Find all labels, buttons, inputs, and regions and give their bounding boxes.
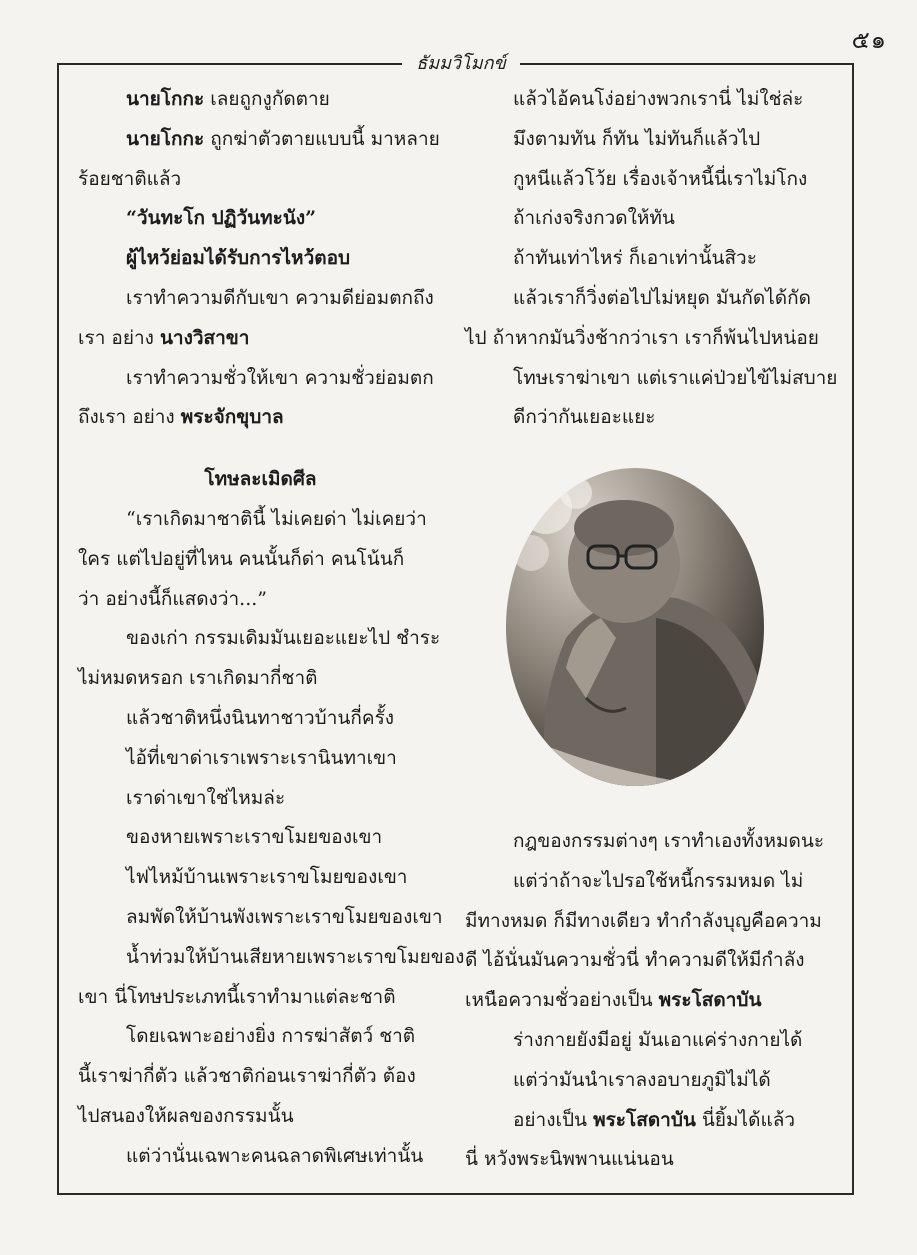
text-line: ไฟไหม้บ้านเพราะเราขโมยของเขา <box>126 866 408 889</box>
text-line: ดีกว่ากันเยอะแยะ <box>513 406 656 429</box>
text-line: ว่า อย่างนี้ก็แสดงว่า...” <box>78 587 267 610</box>
text-line: โดยเฉพาะอย่างยิ่ง การฆ่าสัตว์ ชาติ <box>126 1025 416 1048</box>
text-line: โทษเราฆ่าเขา แต่เราแค่ป่วยไข้ไม่สบาย <box>513 366 838 389</box>
text-line: แล้วเราก็วิ่งต่อไปไม่หยุด มันกัดได้กัด <box>513 286 811 309</box>
text-line: ถ้าทันเท่าไหร่ ก็เอาเท่านั้นสิวะ <box>513 247 757 270</box>
text-line: ร้อยชาติแล้ว <box>78 167 182 190</box>
text-line: เราด่าเขาใช่ไหมล่ะ <box>126 786 286 809</box>
text-line: เราทำความดีกับเขา ความดีย่อมตกถึง <box>126 286 434 309</box>
text-line: แต่ว่ามันนำเราลงอบายภูมิไม่ได้ <box>513 1068 771 1091</box>
text-line: เราทำความชั่วให้เขา ความชั่วย่อมตก <box>126 366 434 389</box>
text-line: มึงตามทัน ก็ทัน ไม่ทันก็แล้วไป <box>513 127 761 150</box>
page-number: ๕๑ <box>851 26 887 54</box>
text-line: แล้วชาติหนึ่งนินทาชาวบ้านกี่ครั้ง <box>126 706 395 729</box>
text-line: ไม่หมดหรอก เราเกิดมากี่ชาติ <box>78 667 318 690</box>
text-line: ไป ถ้าหากมันวิ่งช้ากว่าเรา เราก็พ้นไปหน่อย <box>465 326 819 349</box>
left-column <box>78 80 465 1177</box>
text-line: แต่ว่านั่นเฉพาะคนฉลาดพิเศษเท่านั้น <box>126 1144 424 1167</box>
text-line: ผู้ไหว้ย่อมได้รับการไหว้ตอบ <box>126 247 351 270</box>
text-line: ถ้าเก่งจริงกวดให้ทัน <box>513 207 675 230</box>
text-line: เรา อย่าง นางวิสาขา <box>78 326 250 349</box>
text-line: ถึงเรา อย่าง พระจักขุบาล <box>78 406 284 429</box>
text-line: แต่ว่าถ้าจะไปรอใช้หนี้กรรมหมด ไม่ <box>513 869 804 892</box>
text-line: “เราเกิดมาชาตินี้ ไม่เคยด่า ไม่เคยว่า <box>126 507 427 530</box>
text-line: มีทางหมด ก็มีทางเดียว ทำกำลังบุญคือความ <box>465 909 822 932</box>
text-line: ของหายเพราะเราขโมยของเขา <box>126 826 383 849</box>
section-heading: โทษละเมิดศีล <box>204 468 317 491</box>
text-line: นี่ หวังพระนิพพานแน่นอน <box>465 1148 674 1171</box>
text-line: นี้เราฆ่ากี่ตัว แล้วชาติก่อนเราฆ่ากี่ตัว ต้อง <box>78 1065 416 1088</box>
text-line: ร่างกายยังมีอยู่ มันเอาแค่ร่างกายได้ <box>513 1028 803 1051</box>
text-line: ใคร แต่ไปอยู่ที่ไหน คนนั้นก็ด่า คนโน้นก็ <box>78 547 405 570</box>
running-head: ธัมมวิโมกข์ <box>416 53 506 74</box>
text-line: นายโกกะ ถูกฆ่าตัวตายแบบนี้ มาหลาย <box>126 127 440 150</box>
text-line: ดี ไอ้นั่นมันความชั่วนี่ ทำความดีให้มีกำลัง <box>465 949 805 972</box>
text-line: กฎของกรรมต่างๆ เราทำเองทั้งหมดนะ <box>513 830 825 852</box>
monk-portrait-photo <box>506 468 764 786</box>
text-line: เหนือความชั่วอย่างเป็น พระโสดาบัน <box>465 989 762 1012</box>
right-column-bottom <box>465 822 830 1180</box>
text-line: ไปสนองให้ผลของกรรมนั้น <box>78 1104 294 1127</box>
text-line: “วันทะโก ปฏิวันทะนัง” <box>126 207 317 230</box>
text-line: ลมพัดให้บ้านพังเพราะเราขโมยของเขา <box>126 905 443 928</box>
text-line: นายโกกะ เลยถูกงูกัดตาย <box>126 88 330 110</box>
text-line: เขา นี่โทษประเภทนี้เราทำมาแต่ละชาติ <box>78 985 396 1008</box>
text-line: แล้วไอ้คนโง่อย่างพวกเรานี่ ไม่ใช่ล่ะ <box>513 88 804 110</box>
monk-portrait-illustration <box>506 468 764 786</box>
text-line: กูหนีแล้วโว้ย เรื่องเจ้าหนี้นี่เราไม่โกง <box>513 167 808 190</box>
right-column-top <box>465 80 838 438</box>
text-line: น้ำท่วมให้บ้านเสียหายเพราะเราขโมยของ <box>126 945 465 968</box>
text-line: ของเก่า กรรมเดิมมันเยอะแยะไป ชำระ <box>126 627 441 650</box>
text-line: ไอ้ที่เขาด่าเราเพราะเรานินทาเขา <box>126 746 397 769</box>
text-line: อย่างเป็น พระโสดาบัน นี่ยิ้มได้แล้ว <box>513 1108 796 1131</box>
